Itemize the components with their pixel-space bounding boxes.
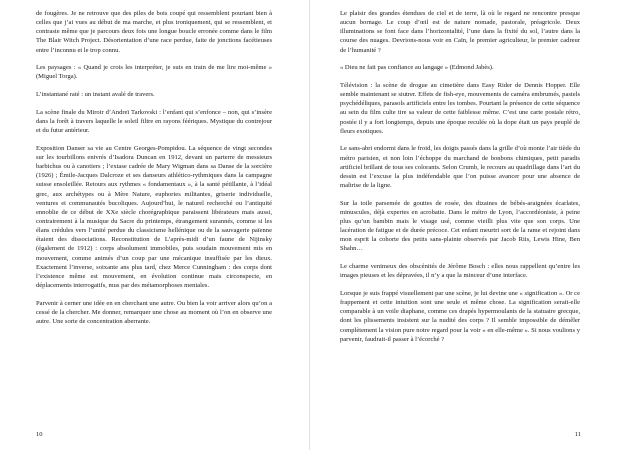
paragraph: Le sans-abri endormi dans le froid, les doigts passés dans la grille d’où monte l’air tiède du métro parisien, et non loin l’échoppe du marchand de bonbons chimiques, petit paradis artificiel brillant de tous ses colorants. Selon Crumb, le recours au quadrillage dans l’art du dessin est l’excuse la plus indéfendable que l’on puisse avancer pour une absence de maîtrise de la ligne. (340, 145, 580, 189)
paragraph: Télévision : la scène de drogue au cimetière dans Easy Rider de Dennis Hopper. Elle semble maintenant se siutrer. Effets de fish-eye, mouvements de caméra embrumés, pastels psychédéliques, parasols artificiels entre les tombes. Pourtant la présence de cette séquence au sein du film culte tire sa valeur de cette faiblesse même. C’est une carte postale rétro, postée il y a fort longtemps, depuis une époque reculée où la dope était un pays peuplé de fleurs exotiques. (340, 81, 580, 135)
paragraph: Lorsque je suis frappé visuellement par une scène, je lui devine une « signification ». Or ce frappement et cette intuition sont une seule et même chose. La signification serait-elle comparable à un voile diaphane, comme ces drapés hypermoulants de la statuaire grecque, dont les plissements insistent sur la nudité des corps ? Il semble impossible de démêler complètement la vision pure notre regard pour la voir « en elle-même ». Si nous voulions y parvenir, faudrait-il passer à l’écorché ? (340, 289, 580, 343)
right-page (310, 0, 619, 450)
right-text-column (340, 9, 580, 352)
paragraph: Le plaisir des grandes étendues de ciel et de terre, là où le regard ne rencontre presque aucun bornage. Le coup d’œil est de nature nomade, pastorale, préagricole. Deux illuminations se font face dans l’horizontalité, l’une dans la fixité du sol, l’autre dans la course des nuages. Devrions-nous voir en Caïn, le premier agriculteur, le premier cadreur de l’humanité ? (340, 10, 580, 54)
paragraph: de fougères. Je ne retrouve que des piles de bois coupé qui ressemblent pourtant bien à celles que j’ai vues au début de ma marche, et plus ironiquement, qui se ressemblent, et contraste même que je parcours deux fois une longue boucle erronée comme dans le film The Blair Witch Project. Désorientation d’une race perdue, faite de jonctions facétieuses entre l’inconnu et le trop connu. (36, 10, 272, 54)
paragraph: Le charme venimeux des obscénités de Jérôme Bosch : elles nous rappellent qu’entre les images pieuses et les dépravées, il n’y a que la minceur d’une interface. (340, 263, 580, 280)
paragraph: La scène finale du Miroir d’Andreï Tarkovski : l’enfant qui s’enfonce – non, qui s’insère dans la forêt à travers laquelle le soleil filtre en rayons féériques. Mystique du contrejour et du futur antérieur. (36, 108, 272, 135)
paragraph: « Dieu ne fait pas confiance au langage » (Edmond Jabès). (340, 64, 494, 72)
page-number: 10 (36, 431, 43, 438)
paragraph: Exposition Danser sa vie au Centre Georges-Pompidou. La séquence de vingt secondes sur les tourbillons enivrés d’Isadora Duncan en 1912, devant un parterre de messieurs barbichus ou à canotiers ; l’extase cadrée de Mary Wigman dans sa Danse de la sorcière (1926) ; Émile-Jacques Dalcroze et ses danseurs athlético-rythmiques dans la campagne suisse ensoleillée. Retours aux rythmes « fondamentaux », à la santé pétillante, à l’idéal grec, aux archétypes ou à Mère Nature, euphories militantes, griserie individuelle, ventures et communautés bucoliques. Aujourd’hui, le naturel recherché ou l’antiquité ennoblie de ce début de XXe siècle chorégraphique paraissent libérateurs mais aussi, contrairement à la musique du Sacre du printemps, étrangement surannés, comme si les élans crédules vers l’unité perdue du classicisme hellénique ou de la sauvagerie païenne étaient des dissociations. Reconstitution de L’après-midi d’un faune de Nijinsky (également de 1912) : corps absolument immobiles, puis soudain mouvement mis en mouvement, comme animés d’un coup par une mécanique insuffisée par les dieux. Exactement l’inverse, soixante ans plus tard, chez Merce Cunningham : des corps dont l’existence même est mouvement, en évolution continue mais circonspecte, en déplacements interrogatifs, mus par des métamorphoses mentales. (36, 144, 272, 290)
left-page (0, 0, 309, 450)
paragraph: L’instantané raté : un instant avalé de travers. (36, 91, 155, 99)
left-text-column (36, 9, 272, 335)
page-number: 11 (574, 431, 581, 438)
paragraph: Les paysages : « Quand je crois les interpréter, je suis en train de me lire moi-même » (Miguel Torga). (36, 64, 272, 81)
paragraph: Sur la toile parsemée de gouttes de rosée, des dizaines de bébés-araignées écarlates, minuscules, déjà expertes en acrobatie. Dans le métro de Lyon, l’accordéoniste, à peine plus qu’un bambin mais le visage usé, comme vieilli plus vite que son corps. Une lacération de fatigue et de durée précoce. Cet enfant meurtri sort de la rame et rejoint dans mon esprit la cohorte des petits sans-plainte observés par Jacob Riis, Lewis Hine, Ben Shahn… (340, 199, 580, 253)
paragraph: Parvenir à cerner une idée en en cherchant une autre. Ou bien la voir arriver alors qu’on a cessé de la chercher. Me donner, remarquer une chose au moment où l’on en observe une autre. Une sorte de concentration aberrante. (36, 299, 272, 326)
